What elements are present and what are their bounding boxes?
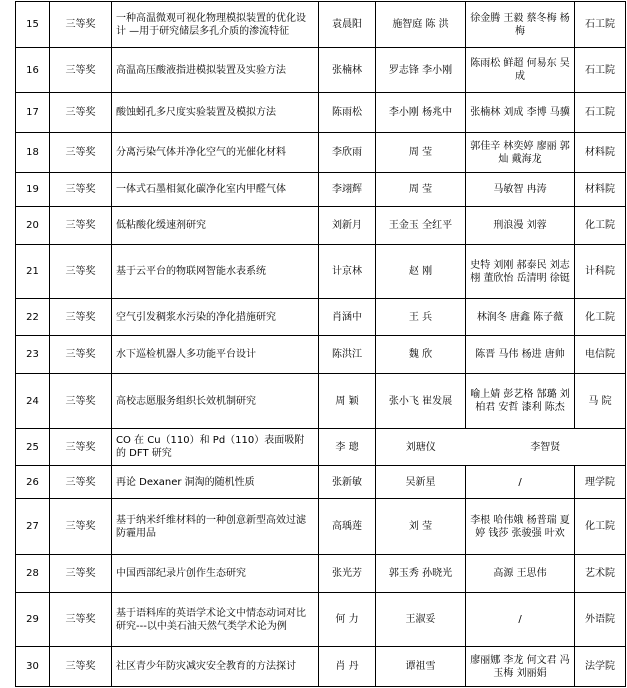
table-row [16,48,626,93]
project-leader: 高瑀莲 [319,499,376,555]
row-number: 19 [16,173,50,207]
advisor: 刘瑭仪 [376,429,466,466]
college: 电信院 [575,336,626,374]
project-title: 社区青少年防灾减灾安全教育的方法探讨 [112,647,319,687]
team-members: 马敏智 冉涛 [466,173,575,207]
advisor: 王淑妥 [376,593,466,647]
table-row [16,173,626,207]
row-number: 24 [16,374,50,429]
award-level: 三等奖 [50,336,112,374]
table-row [16,429,626,466]
college: 材料院 [575,173,626,207]
project-title: 基于云平台的物联网智能水表系统 [112,245,319,299]
award-level: 三等奖 [50,173,112,207]
project-title: 再论 Dexaner 洞淘的随机性质 [112,466,319,499]
award-level: 三等奖 [50,429,112,466]
college: 材料院 [575,133,626,173]
table-row [16,374,626,429]
team-members: / [466,593,575,647]
team-members: 廖丽娜 李龙 何文君 冯玉梅 刘丽娟 [466,647,575,687]
project-leader: 何 力 [319,593,376,647]
row-number: 27 [16,499,50,555]
advisor: 张小飞 崔发展 [376,374,466,429]
project-leader: 张新敏 [319,466,376,499]
table-row [16,647,626,687]
project-title: 高温高压酸液指进模拟装置及实验方法 [112,48,319,93]
project-title: 酸蚀蚓孔多尺度实验装置及模拟方法 [112,93,319,133]
team-members: 陈雨松 鲜超 何易东 吴成 [466,48,575,93]
team-members: 徐金腾 王毅 蔡冬梅 杨梅 [466,2,575,48]
college: 马 院 [575,374,626,429]
project-title: CO 在 Cu（110）和 Pd（110）表面吸附的 DFT 研究 [112,429,319,466]
project-title: 低粘酸化缓速剂研究 [112,207,319,245]
team-members: 刑浪漫 刘蓉 [466,207,575,245]
award-level: 三等奖 [50,245,112,299]
team-members: 张楠林 刘成 李博 马骥 [466,93,575,133]
project-title: 一体式石墨相氮化碳净化室内甲醛气体 [112,173,319,207]
table-row [16,93,626,133]
row-number: 25 [16,429,50,466]
table-body [16,2,626,687]
project-leader: 刘新月 [319,207,376,245]
college: 化工院 [575,499,626,555]
college: 石工院 [575,48,626,93]
row-number: 30 [16,647,50,687]
project-leader: 张楠林 [319,48,376,93]
team-members: / [466,466,575,499]
project-leader: 周 颖 [319,374,376,429]
advisor: 谭祖雪 [376,647,466,687]
table-row [16,2,626,48]
advisor: 王金玉 全红平 [376,207,466,245]
row-number: 18 [16,133,50,173]
project-title: 中国西部纪录片创作生态研究 [112,555,319,593]
advisor: 周 莹 [376,173,466,207]
college: 理学院 [575,466,626,499]
row-number: 21 [16,245,50,299]
college: 艺术院 [575,555,626,593]
table-row [16,336,626,374]
project-title: 基于语料库的英语学术论文中情态动词对比研究---以中美石油天然气类学术论为例 [112,593,319,647]
row-number: 28 [16,555,50,593]
team-members: 高源 王思伟 [466,555,575,593]
project-leader: 陈洪江 [319,336,376,374]
team-members: 史特 刘刚 郝泰民 刘志栩 董欣怡 岳清明 徐铤 [466,245,575,299]
project-leader: 肖涵中 [319,299,376,336]
award-level: 三等奖 [50,466,112,499]
table-row [16,299,626,336]
college: 外语院 [575,593,626,647]
advisor: 李小刚 杨兆中 [376,93,466,133]
row-number: 15 [16,2,50,48]
award-level: 三等奖 [50,499,112,555]
college: 法学院 [575,647,626,687]
advisor: 王 兵 [376,299,466,336]
advisor: 赵 刚 [376,245,466,299]
row-number: 16 [16,48,50,93]
advisor: 吴新星 [376,466,466,499]
row-number: 29 [16,593,50,647]
table-row [16,207,626,245]
project-leader: 李翊辉 [319,173,376,207]
project-leader: 陈雨松 [319,93,376,133]
table-row [16,593,626,647]
row-number: 22 [16,299,50,336]
award-level: 三等奖 [50,593,112,647]
award-level: 三等奖 [50,647,112,687]
project-leader: 张光芳 [319,555,376,593]
project-title: 基于纳米纤维材料的一种创意新型高效过滤防霾用品 [112,499,319,555]
advisor: 魏 欣 [376,336,466,374]
row-number: 26 [16,466,50,499]
project-leader: 肖 丹 [319,647,376,687]
advisor: 罗志锋 李小刚 [376,48,466,93]
advisor: 周 莹 [376,133,466,173]
project-leader: 袁晨阳 [319,2,376,48]
team-members: 李智贤 [466,429,626,466]
row-number: 20 [16,207,50,245]
team-members: 林润冬 唐鑫 陈子薇 [466,299,575,336]
advisor: 施智庭 陈 洪 [376,2,466,48]
project-title: 高校志愿服务组织长效机制研究 [112,374,319,429]
team-members: 陈晋 马伟 杨进 唐帅 [466,336,575,374]
table-row [16,133,626,173]
award-level: 三等奖 [50,555,112,593]
table-row [16,499,626,555]
table-row [16,466,626,499]
advisor: 刘 莹 [376,499,466,555]
award-level: 三等奖 [50,2,112,48]
advisor: 郭玉秀 孙晓光 [376,555,466,593]
team-members: 李根 哈伟娥 杨普瑞 夏婷 钱莎 张骏强 叶欢 [466,499,575,555]
team-members: 喻上婧 彭艺格 郜璐 刘柏君 安哲 漆利 陈杰 [466,374,575,429]
award-level: 三等奖 [50,133,112,173]
awards-table [15,1,626,687]
project-leader: 计京林 [319,245,376,299]
project-title: 空气引发稠浆水污染的净化措施研究 [112,299,319,336]
college: 化工院 [575,299,626,336]
college: 计科院 [575,245,626,299]
table-row [16,245,626,299]
college: 石工院 [575,93,626,133]
row-number: 23 [16,336,50,374]
college: 石工院 [575,2,626,48]
project-title: 水下巡检机器人多功能平台设计 [112,336,319,374]
award-level: 三等奖 [50,48,112,93]
team-members: 郭佳辛 林奕婷 廖丽 郭灿 戴海龙 [466,133,575,173]
award-level: 三等奖 [50,207,112,245]
project-leader: 李欣雨 [319,133,376,173]
table-row [16,555,626,593]
award-level: 三等奖 [50,299,112,336]
row-number: 17 [16,93,50,133]
award-level: 三等奖 [50,374,112,429]
college: 化工院 [575,207,626,245]
award-level: 三等奖 [50,93,112,133]
project-leader: 李 璁 [319,429,376,466]
project-title: 一种高温微观可视化物理模拟装置的优化设计 —用于研究储层多孔介质的渗流特征 [112,2,319,48]
project-title: 分离污染气体并净化空气的光催化材料 [112,133,319,173]
